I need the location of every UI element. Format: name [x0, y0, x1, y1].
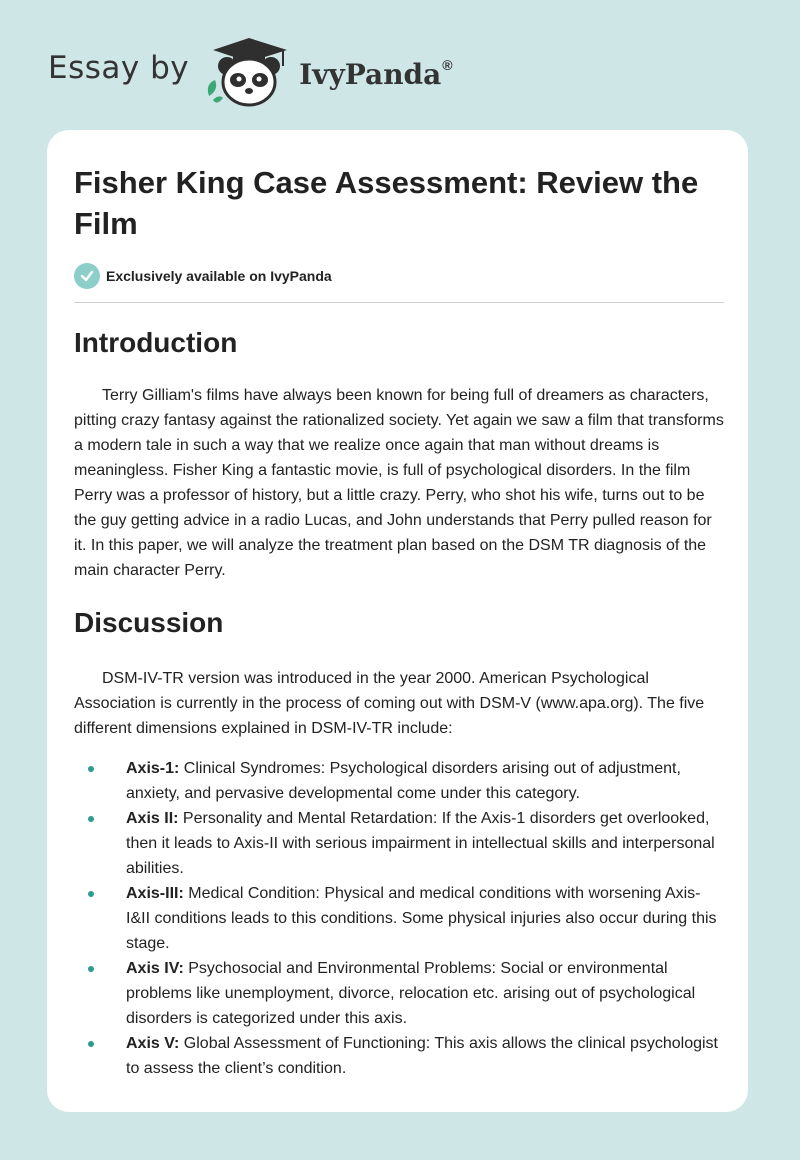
axis-description: Psychosocial and Environmental Problems: Social or environmental problems like unemployment, divorce, relocation etc. arising out of psychological disorders is categorized under this axis.	[126, 960, 696, 1027]
bullet-dot-icon	[88, 766, 94, 772]
axis-description: Medical Condition: Physical and medical conditions with worsening Axis-I&II conditions leads to this conditions. Some physical injuries also occur during this stage.	[126, 885, 717, 952]
axis-description: Personality and Mental Retardation: If the Axis-1 disorders get overlooked, then it leads to Axis-II with serious impairment in intellectual skills and interpersonal abilities.	[126, 810, 715, 877]
list-item	[74, 881, 724, 956]
article-content	[74, 162, 724, 1081]
essay-by-label: Essay by	[48, 50, 190, 86]
exclusive-label: Exclusively available on IvyPanda	[106, 268, 332, 284]
axis-term: Axis-III:	[126, 885, 184, 902]
bullet-dot-icon	[88, 1041, 94, 1047]
check-icon	[74, 263, 100, 289]
bullet-dot-icon	[88, 966, 94, 972]
article-card	[47, 130, 748, 1112]
axis-term: Axis V:	[126, 1035, 180, 1052]
brand-name[interactable]: IvyPanda®	[299, 57, 453, 91]
list-item	[74, 956, 724, 1031]
axis-description: Global Assessment of Functioning: This axis allows the clinical psychologist to assess the client’s condition.	[126, 1035, 718, 1077]
axis-term: Axis II:	[126, 810, 179, 827]
section-heading-discussion: Discussion	[74, 607, 224, 638]
title-divider	[74, 302, 724, 303]
axis-term: Axis IV:	[126, 960, 184, 977]
list-item	[74, 1031, 724, 1081]
site-header	[48, 36, 453, 108]
axis-description: Clinical Syndromes: Psychological disorders arising out of adjustment, anxiety, and pervasive developmental come under this category.	[126, 760, 681, 802]
discussion-paragraph: DSM-IV-TR version was introduced in the year 2000. American Psychological Association is currently in the process of coming out with DSM-V (www.apa.org). The five different dimensions explained in DSM-IV-TR include:	[74, 670, 705, 737]
introduction-paragraph: Terry Gilliam's films have always been known for being full of dreamers as characters, pitting crazy fantasy against the rationalized society. Yet again we saw a film that transforms a modern tale in such a way that we realize once again that man without dreams is meaningless. Fisher King a fantastic movie, is full of psychological disorders. In the film Perry was a professor of history, but a little crazy. Perry, who shot his wife, turns out to be the guy getting advice in a radio Lucas, and John understands that Perry pulled reason for it. In this paper, we will analyze the treatment plan based on the DSM TR diagnosis of the main character Perry.	[74, 387, 724, 579]
panda-graduate-icon	[203, 36, 295, 108]
registered-mark: ®	[442, 57, 453, 73]
list-item	[74, 806, 724, 881]
bullet-dot-icon	[88, 816, 94, 822]
section-heading-introduction: Introduction	[74, 327, 238, 358]
axis-list	[74, 756, 724, 1081]
exclusive-badge	[74, 262, 724, 290]
list-item	[74, 756, 724, 806]
axis-term: Axis-1:	[126, 760, 180, 777]
article-title: Fisher King Case Assessment: Review the Film	[74, 165, 699, 241]
bullet-dot-icon	[88, 891, 94, 897]
